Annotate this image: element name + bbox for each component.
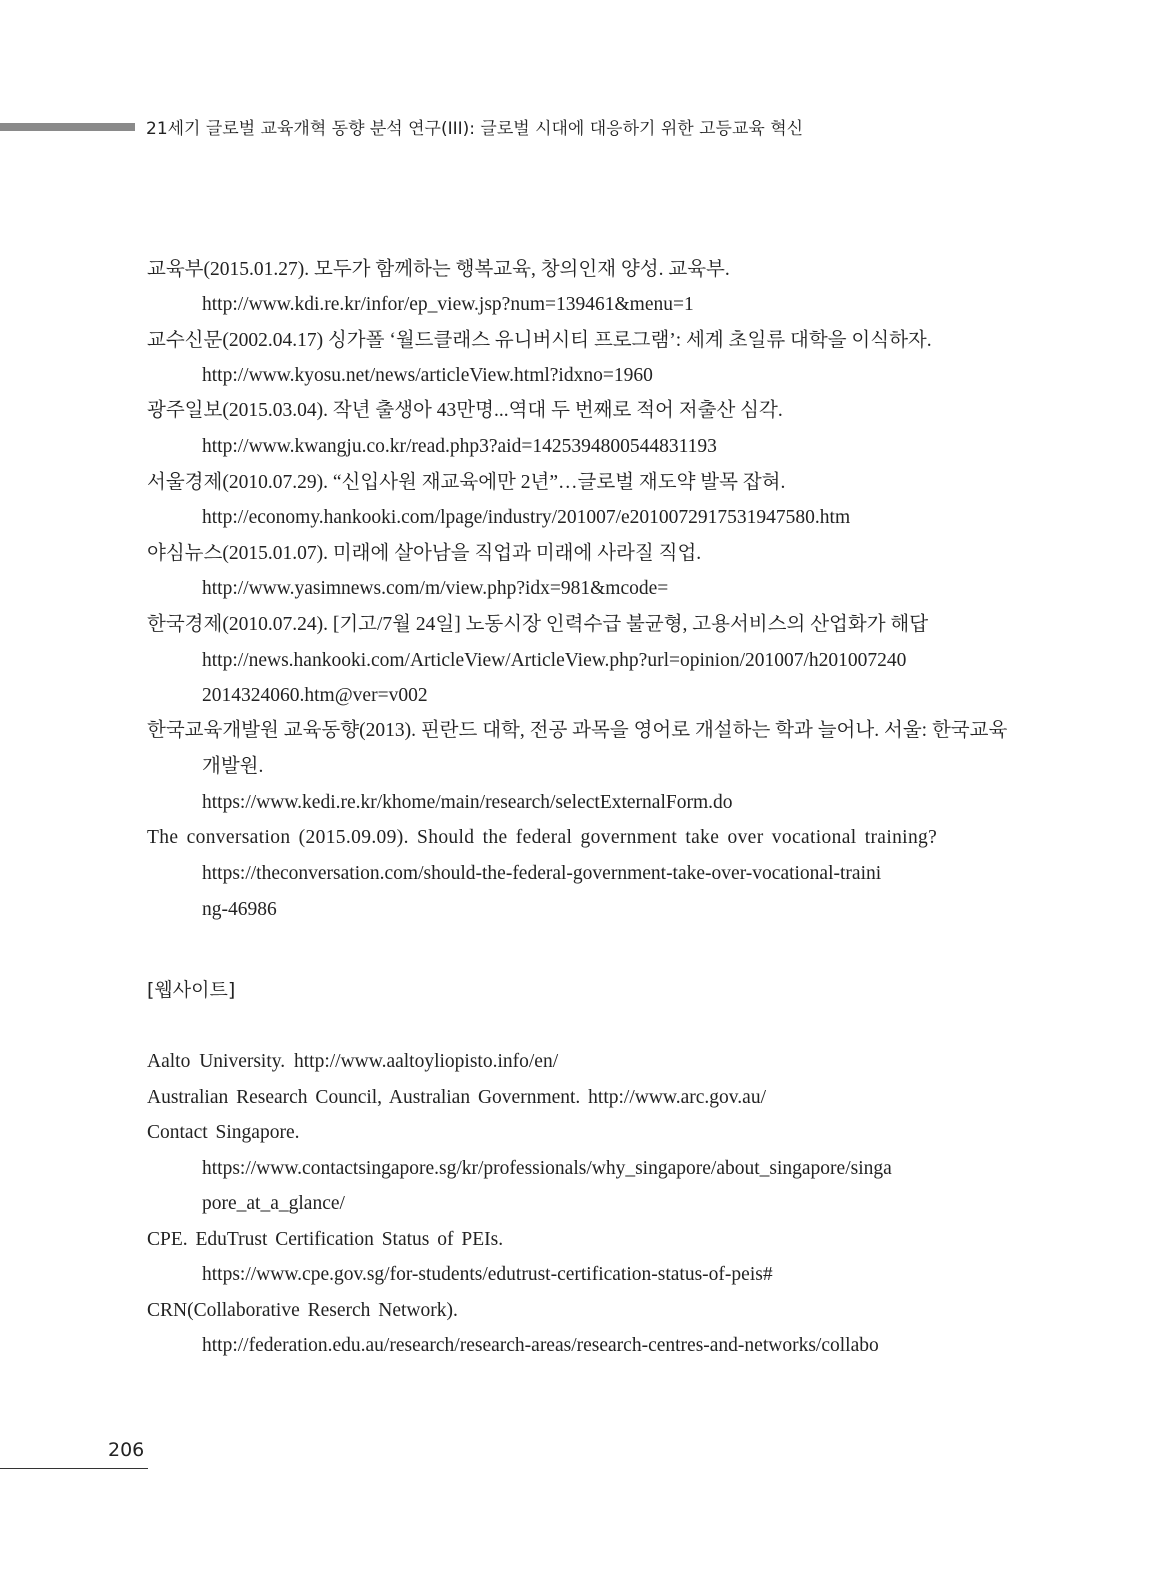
reference-url[interactable]: http://news.hankooki.com/ArticleView/ArticleView.php?url=opinion/201007/h201007240	[202, 650, 907, 671]
reference-entry: 한국교육개발원 교육동향(2013). 핀란드 대학, 전공 과목을 영어로 개설하는 학과 늘어나. 서울: 한국교육	[147, 720, 1008, 741]
reference-url[interactable]: http://economy.hankooki.com/lpage/industry/201007/e2010072917531947580.htm	[202, 507, 851, 528]
section-heading-websites: [웹사이트]	[147, 979, 236, 1001]
reference-url[interactable]: https://www.kedi.re.kr/khome/main/research/selectExternalForm.do	[202, 792, 733, 813]
website-url[interactable]: http://federation.edu.au/research/research-areas/research-centres-and-networks/collabo	[202, 1335, 879, 1356]
website-entry: CPE. EduTrust Certification Status of PEIs.	[147, 1229, 504, 1250]
page-number: 206	[108, 1439, 145, 1461]
reference-url-continued[interactable]: 2014324060.htm@ver=v002	[202, 685, 428, 706]
reference-url-continued[interactable]: ng-46986	[202, 899, 277, 920]
reference-entry: 한국경제(2010.07.24). [기고/7월 24일] 노동시장 인력수급 불균형, 고용서비스의 산업화가 해답	[147, 614, 929, 635]
website-url-continued[interactable]: pore_at_a_glance/	[202, 1193, 345, 1214]
reference-url[interactable]: http://www.kyosu.net/news/articleView.html?idxno=1960	[202, 365, 653, 386]
website-url[interactable]: https://www.contactsingapore.sg/kr/professionals/why_singapore/about_singapore/singa	[202, 1158, 892, 1179]
reference-entry: The conversation (2015.09.09). Should the federal government take over vocational training?	[147, 827, 938, 848]
website-entry: Aalto University. http://www.aaltoyliopisto.info/en/	[147, 1051, 559, 1072]
website-entry: Contact Singapore.	[147, 1122, 300, 1143]
reference-url[interactable]: http://www.kwangju.co.kr/read.php3?aid=1425394800544831193	[202, 436, 717, 457]
footer-rule	[0, 1468, 148, 1469]
reference-entry: 교육부(2015.01.27). 모두가 함께하는 행복교육, 창의인재 양성. 교육부.	[147, 259, 730, 280]
reference-entry: 서울경제(2010.07.29). “신입사원 재교육에만 2년”…글로벌 재도약 발목 잡혀.	[147, 472, 786, 493]
reference-entry: 야심뉴스(2015.01.07). 미래에 살아남을 직업과 미래에 사라질 직업.	[147, 543, 702, 564]
reference-url[interactable]: http://www.kdi.re.kr/infor/ep_view.jsp?num=139461&menu=1	[202, 294, 694, 315]
website-entry: CRN(Collaborative Reserch Network).	[147, 1300, 458, 1321]
running-header-title: 21세기 글로벌 교육개혁 동향 분석 연구(III): 글로벌 시대에 대응하기 위한 고등교육 혁신	[146, 119, 804, 139]
reference-entry: 교수신문(2002.04.17) 싱가폴 ‘월드클래스 유니버시티 프로그램’: 세계 초일류 대학을 이식하자.	[147, 330, 932, 351]
header-bar	[0, 123, 135, 131]
reference-url[interactable]: https://theconversation.com/should-the-federal-government-take-over-vocational-traini	[202, 863, 882, 884]
reference-entry-continued: 개발원.	[202, 756, 264, 777]
website-url[interactable]: https://www.cpe.gov.sg/for-students/edutrust-certification-status-of-peis#	[202, 1264, 773, 1285]
website-entry: Australian Research Council, Australian Government. http://www.arc.gov.au/	[147, 1087, 766, 1108]
reference-url[interactable]: http://www.yasimnews.com/m/view.php?idx=981&mcode=	[202, 578, 669, 599]
reference-entry: 광주일보(2015.03.04). 작년 출생아 43만명...역대 두 번째로 적어 저출산 심각.	[147, 400, 783, 421]
